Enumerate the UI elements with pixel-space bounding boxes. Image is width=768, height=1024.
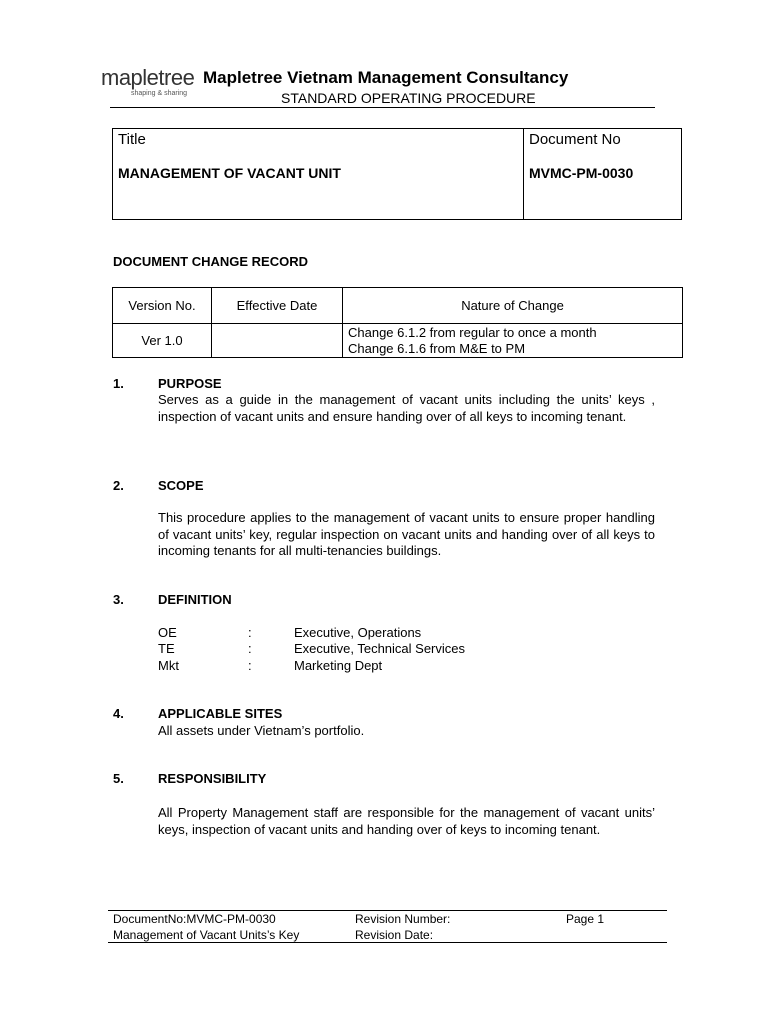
section-number: 2. bbox=[113, 478, 124, 493]
footer-revision-date: Revision Date: bbox=[355, 928, 434, 942]
definition-separator: : bbox=[248, 625, 252, 640]
table-row bbox=[113, 324, 683, 358]
title-label: Title bbox=[118, 131, 146, 148]
column-header: Nature of Change bbox=[343, 288, 683, 324]
document-no-label: Document No bbox=[529, 131, 621, 148]
definition-abbr: Mkt bbox=[158, 658, 179, 673]
section-heading-purpose: PURPOSE bbox=[158, 376, 222, 391]
change-record-heading: DOCUMENT CHANGE RECORD bbox=[113, 254, 308, 269]
definition-abbr: OE bbox=[158, 625, 177, 640]
mapletree-logo bbox=[101, 66, 197, 100]
definition-meaning: Executive, Operations bbox=[294, 625, 422, 640]
definition-meaning: Executive, Technical Services bbox=[294, 641, 466, 656]
change-record-table bbox=[112, 287, 683, 358]
document-no-value: MVMC-PM-0030 bbox=[529, 165, 634, 181]
document-no-cell bbox=[524, 129, 682, 220]
definition-separator: : bbox=[248, 641, 252, 656]
column-header: Version No. bbox=[113, 288, 212, 324]
effective-date-cell bbox=[212, 324, 343, 358]
section-heading-definition: DEFINITION bbox=[158, 592, 232, 607]
column-header: Effective Date bbox=[212, 288, 343, 324]
definition-separator: : bbox=[248, 658, 252, 673]
footer-bottom-rule bbox=[108, 942, 667, 943]
title-cell bbox=[113, 129, 524, 220]
header-divider bbox=[110, 107, 655, 108]
version-cell: Ver 1.0 bbox=[113, 324, 212, 358]
section-number: 5. bbox=[113, 771, 124, 786]
section-heading-applicable-sites: APPLICABLE SITES bbox=[158, 706, 283, 721]
document-type: STANDARD OPERATING PROCEDURE bbox=[281, 90, 536, 106]
footer-page-number: Page 1 bbox=[566, 912, 605, 926]
table-header-row bbox=[113, 288, 683, 324]
section-heading-scope: SCOPE bbox=[158, 478, 204, 493]
definition-meaning: Marketing Dept bbox=[294, 658, 383, 673]
title-value: MANAGEMENT OF VACANT UNIT bbox=[118, 165, 341, 181]
footer-document-title: Management of Vacant Units’s Key bbox=[113, 928, 300, 942]
nature-of-change-cell bbox=[343, 324, 683, 358]
definition-abbr: TE bbox=[158, 641, 175, 656]
title-table bbox=[112, 128, 682, 220]
footer-top-rule bbox=[108, 910, 667, 911]
section-number: 4. bbox=[113, 706, 124, 721]
footer-document-no: DocumentNo:MVMC-PM-0030 bbox=[113, 912, 276, 926]
section-text-purpose: Serves as a guide in the management of vacant units including the units’ keys , inspection of vacant units and ensure handing over of all keys to incoming tenant. bbox=[158, 392, 655, 424]
logo-wordmark: mapletree bbox=[101, 65, 195, 90]
section-number: 3. bbox=[113, 592, 124, 607]
section-number: 1. bbox=[113, 376, 124, 391]
section-text-applicable-sites: All assets under Vietnam’s portfolio. bbox=[158, 723, 365, 738]
change-line: Change 6.1.6 from M&E to PM bbox=[348, 340, 526, 356]
footer-revision-number: Revision Number: bbox=[355, 912, 451, 926]
section-text-responsibility: All Property Management staff are responsible for the management of vacant units’ keys, inspection of vacant units and handing over of keys to incoming tenant. bbox=[158, 805, 655, 837]
company-name: Mapletree Vietnam Management Consultancy bbox=[203, 68, 569, 87]
section-heading-responsibility: RESPONSIBILITY bbox=[158, 771, 267, 786]
change-line: Change 6.1.2 from regular to once a month bbox=[348, 324, 597, 340]
section-text-scope: This procedure applies to the management of vacant units to ensure proper handling of vacant units’ key, regular inspection on vacant units and handing over of all keys to incoming tenants for all multi-tenancies buildings. bbox=[158, 510, 655, 558]
logo-tagline: shaping & sharing bbox=[131, 90, 188, 97]
